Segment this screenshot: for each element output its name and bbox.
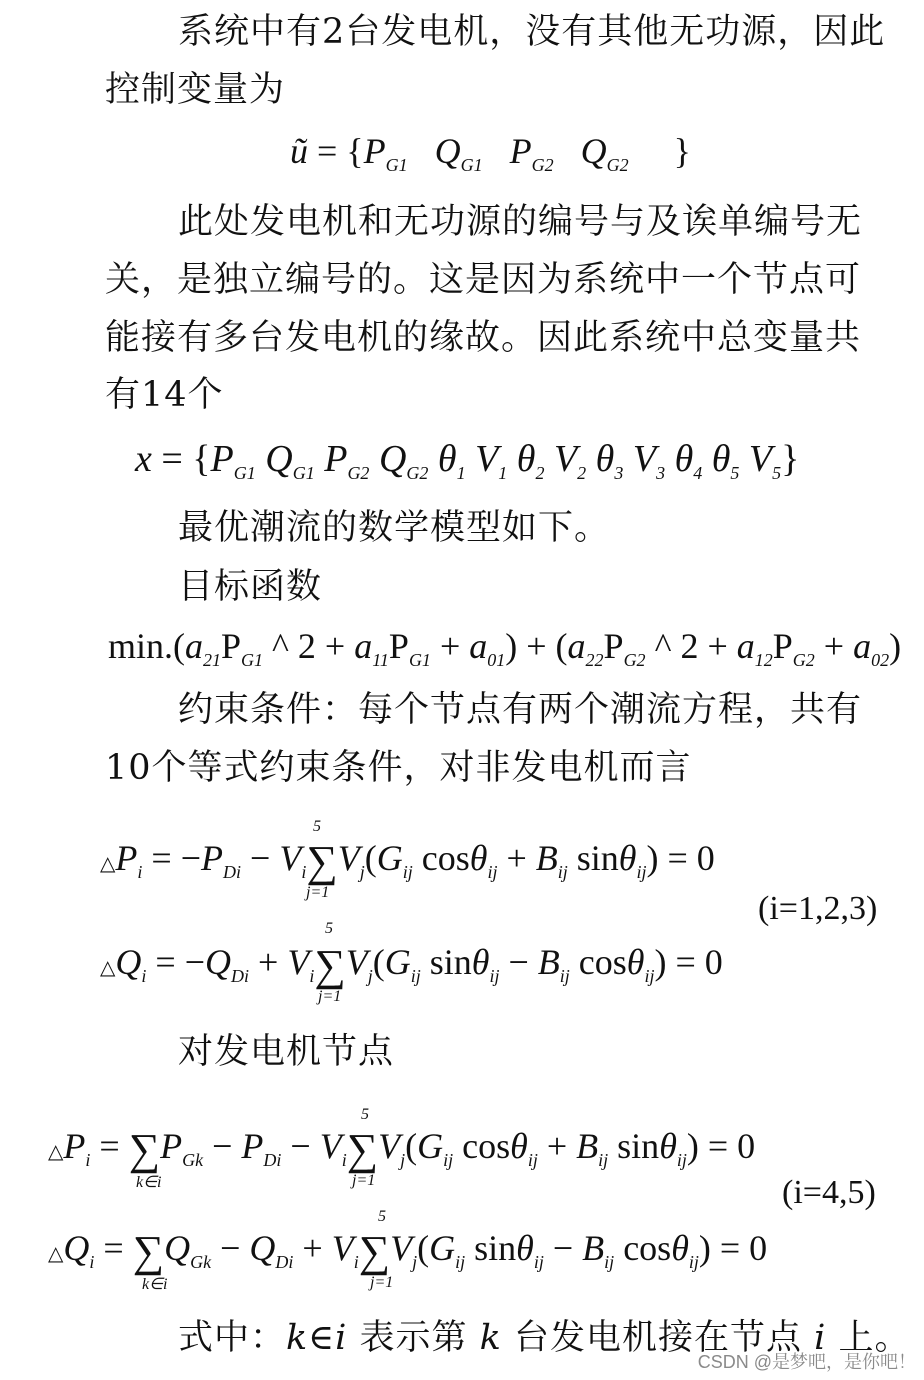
var-k: k: [286, 1318, 309, 1358]
text-line: 系统中有2台发电机，没有其他无功源，因此: [178, 12, 886, 52]
sum-lower: j=1: [352, 1172, 376, 1189]
var-i: i: [335, 1318, 348, 1358]
sum-lower: k∈i: [136, 1174, 162, 1191]
equation-tag: (i=4,5): [782, 1174, 876, 1211]
text-prefix: 式中：: [178, 1318, 287, 1358]
text-line: 能接有多台发电机的缘故。因此系统中总变量共: [105, 318, 862, 358]
text-line: 有14个: [105, 375, 224, 415]
equation-dp-gen: $\triangle P_i = \sum P_{Gk} - P_{Di} - V_i\sum V_j(G_{ij}$ $\cos\theta_{ij} + B_{ij}$ sinθ$_{ij}$) = 0: [48, 1125, 756, 1174]
text-line: 约束条件：每个节点有两个潮流方程，共有: [178, 690, 863, 730]
text-line: 10个等式约束条件，对非发电机而言: [105, 748, 692, 788]
text-line: 控制变量为: [105, 70, 286, 110]
sum-upper: 5: [325, 920, 333, 937]
equation-x: $x = \{P_{G1}$ $Q_{G1}$ $P_{G2}$ $Q_{G2}$ $\theta_1$ $V_1$ $\theta_2$ $V_2$ $\theta_3$ $V_3$ $\theta_4$ $\theta_5$ $V_5$}: [135, 438, 800, 483]
text-line: 对发电机节点: [178, 1032, 395, 1072]
sum-upper: 5: [313, 818, 321, 835]
equation-tag: (i=1,2,3): [758, 890, 878, 927]
text-line: 目标函数: [178, 567, 323, 607]
in-symbol: ∈: [308, 1318, 336, 1358]
var-k: k: [479, 1318, 502, 1358]
sum-lower: j=1: [370, 1274, 394, 1291]
sum-lower: j=1: [306, 884, 330, 901]
text-segment: 上。: [826, 1318, 911, 1358]
sum-upper: 5: [378, 1208, 386, 1225]
equation-u: ũ = {$P_{G1}$ $Q_{G1}$ $P_{G2}$ $Q_{G2}$ }: [290, 131, 691, 175]
text-line: 最优潮流的数学模型如下。: [178, 508, 611, 548]
equation-objective: $\min.(a_{21}P_{G1}$ ^ $2 + a_{11}P_{G1} + a_{01}) + (a_{22}P_{G2}$ ^ $2 + a_{12}P_{G2} + a_{02}$): [108, 626, 902, 670]
var-i: i: [814, 1318, 827, 1358]
text-segment: 表示第: [347, 1318, 480, 1358]
watermark: CSDN @是梦吧，是你吧！: [697, 1352, 916, 1372]
sum-lower: k∈i: [142, 1276, 168, 1293]
equation-dq-load: $\triangle Q_i = -Q_{Di} + V_i\sum V_j(G_{ij}$ $\sin\theta_{ij} - B_{ij}$ cosθ$_{ij}$) = 0: [100, 941, 723, 990]
equation-dp-load: $\triangle P_i = -P_{Di} - V_i\sum V_j(G_{ij}$ $\cos\theta_{ij} + B_{ij}$ sinθ$_{ij}$) = 0: [100, 837, 715, 886]
text-segment: 台发电机接在节点: [501, 1318, 815, 1358]
equation-dq-gen: $\triangle Q_i = \sum Q_{Gk} - Q_{Di} + V_i\sum V_j(G_{ij}$ $\sin\theta_{ij} - B_{ij}$ cosθ$_{ij}$) = 0: [48, 1227, 768, 1276]
text-line: 此处发电机和无功源的编号与及诶单编号无: [178, 202, 863, 242]
sum-upper: 5: [361, 1106, 369, 1123]
text-line: 关，是独立编号的。这是因为系统中一个节点可: [105, 260, 862, 300]
sum-lower: j=1: [318, 988, 342, 1005]
